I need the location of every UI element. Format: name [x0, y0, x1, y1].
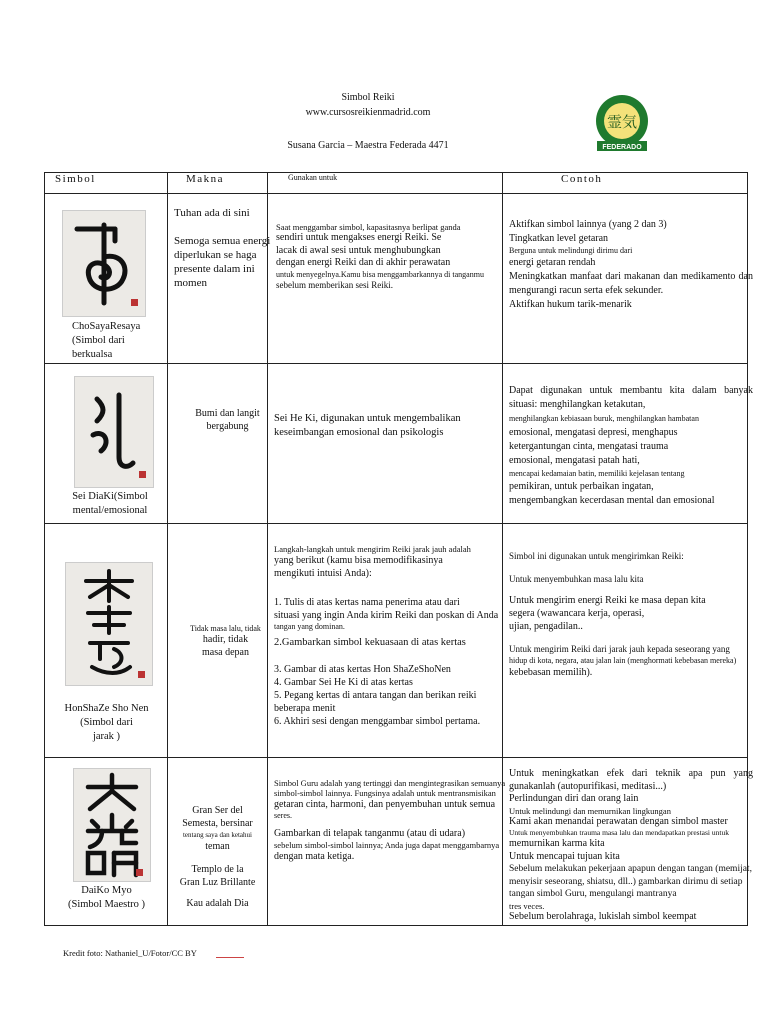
table-header-row [45, 173, 748, 194]
makna-text: masa depan [202, 646, 249, 658]
contoh-text: Perlindungan diri dan orang lain [509, 793, 639, 804]
table-row [45, 364, 748, 524]
contoh-text: Simbol ini digunakan untuk mengirimkan Reiki: [509, 551, 684, 561]
makna-text: Gran Ser del [192, 805, 243, 816]
gunakan-text: getaran cinta, harmoni, dan penyembuhan untuk semua [274, 799, 496, 810]
header-makna: Makna [168, 173, 268, 194]
contoh-text: menghilangkan kebiasaan buruk, menghilangkan hambatan [509, 414, 699, 423]
contoh-text: energi getaran rendah [509, 257, 596, 268]
gunakan-text: Langkah-langkah untuk mengirim Reiki jarak jauh adalah [274, 544, 471, 554]
makna-text: Bumi dan langit [195, 408, 260, 419]
reiki-symbols-table [44, 172, 753, 926]
gunakan-text: tangan yang dominan. [274, 622, 345, 631]
contoh-text: mencapai kedamaian batin, memiliki kejelasan tentang [509, 469, 685, 478]
contoh-text: mengembangkan kecerdasan mental dan emosional [509, 495, 715, 506]
gunakan-text: lacak di awal sesi untuk menghubungkan [276, 244, 441, 256]
gunakan-text: untuk menyegelnya.Kamu bisa menggambarkannya di tanganmu [276, 269, 484, 279]
contoh-text: Untuk meningkatkan efek dari teknik apa pun yang gunakanlah (autopurifikasi, meditasi...) [509, 768, 753, 792]
contoh-text: ujian, pengadilan.. [509, 621, 583, 632]
symbol-caption-line: (Simbol dari [80, 717, 133, 728]
contoh-text: Sebelum berolahraga, lukislah simbol keempat [509, 910, 697, 922]
symbol-caption-line: DaiKo Myo [81, 885, 132, 896]
gunakan-text: Sei He Ki, digunakan untuk mengembalikan keseimbangan emosional dan psikologis [274, 413, 461, 438]
symbol-caption-line: (Simbol Maestro ) [68, 899, 145, 910]
makna-text: teman [205, 841, 230, 852]
table-row [45, 194, 748, 364]
gunakan-text: Saat menggambar simbol, kapasitasnya berlipat ganda [276, 222, 461, 232]
gunakan-text: Gambarkan di telapak tanganmu (atau di udara) [274, 828, 466, 839]
contoh-text: emosional, mengatasi depresi, menghapus [509, 427, 678, 438]
gunakan-text: 3. Gambar di atas kertas Hon ShaZeShoNen [274, 664, 451, 675]
contoh-text: Dapat digunakan untuk membantu kita dalam banyak situasi: menghilangkan ketakutan, [509, 385, 753, 410]
contoh-text: Meningkatkan manfaat dari makanan dan medikamento dan mengurangi racun serta efek sekunder. [509, 271, 753, 296]
photo-credit: Kredit foto: Nathaniel_U/Fotor/CC BY [63, 948, 197, 958]
cho-ku-rei-symbol-image [62, 210, 146, 317]
makna-text: Tuhan ada di sini [174, 207, 250, 219]
contoh-text: Untuk mengirim energi Reiki ke masa depan kita [509, 595, 706, 606]
gunakan-text: situasi yang ingin Anda kirim Reiki dan poskan di Anda [274, 610, 499, 621]
makna-text: Semoga semua energi diperlukan se haga presente dalam ini momen [174, 235, 271, 289]
contoh-text: Untuk mencapai tujuan kita [509, 850, 620, 862]
contoh-text: Sebelum melakukan pekerjaan apapun dengan tangan (memijat, menyisir seseorang, shiatsu, dll..) gambarkan dirimu di setiap tangan simbol Guru, mengulangi mantranya [509, 864, 752, 899]
contoh-text: Berguna untuk melindungi dirimu dari [509, 246, 633, 255]
contoh-text: Untuk mengirim Reiki dari jarak jauh kepada seseorang yang [509, 644, 730, 654]
gunakan-text: 6. Akhiri sesi dengan menggambar simbol pertama. [274, 716, 481, 727]
gunakan-text: sebelum simbol-simbol lainnya; Anda juga dapat menggambarnya [274, 840, 500, 850]
gunakan-text: yang berikut (kamu bisa memodifikasinya [274, 555, 443, 566]
symbol-caption-line: Sei DiaKi(Simbol [72, 491, 148, 502]
gunakan-text: mengikuti intuisi Anda): [274, 568, 372, 579]
contoh-text: kebebasan memilih). [509, 667, 593, 678]
symbol-caption-line: (Simbol dari [72, 335, 125, 346]
gunakan-text: 4. Gambar Sei He Ki di atas kertas [274, 677, 413, 688]
makna-text: hadir, tidak [202, 634, 249, 645]
contoh-text: Kami akan menandai perawatan dengan simbol master [509, 815, 728, 827]
document-title: Simbol Reiki [341, 92, 395, 103]
makna-text: Kau adalah Dia [186, 898, 249, 909]
makna-text: Templo de la [191, 864, 244, 875]
contoh-text: pemikiran, untuk perbaikan ingatan, [509, 481, 654, 492]
contoh-text: hidup di kota, negara, atau jalan lain (menghormati kebebasan mereka) [509, 656, 737, 665]
makna-text: bergabung [206, 420, 249, 432]
gunakan-text: Simbol Guru adalah yang tertinggi dan mengintegrasikan semuanya [274, 778, 506, 788]
gunakan-text: seres. [274, 811, 292, 820]
symbol-caption-line: HonShaZe Sho Nen [64, 703, 149, 714]
logo-kanji: 霊気 [606, 113, 638, 131]
website-url[interactable]: www.cursosreikienmadrid.com [305, 107, 431, 118]
symbol-caption-line: berkualsa [72, 349, 113, 360]
contoh-text: ketergantungan cinta, mengatasi trauma [509, 441, 669, 452]
author-line: Susana Garcia – Maestra Federada 4471 [287, 140, 449, 151]
federation-logo [587, 93, 657, 155]
header-simbol: Simbol [45, 173, 168, 194]
gunakan-text: 2.Gambarkan simbol kekuasaan di atas kertas [274, 637, 466, 648]
gunakan-text: beberapa menit [274, 703, 336, 714]
dai-ko-myo-symbol-image [73, 768, 151, 882]
logo-label: FEDERADO [602, 144, 642, 151]
contoh-text: Aktifkan simbol lainnya (yang 2 dan 3) [509, 219, 667, 230]
symbol-caption-line: jarak ) [92, 731, 121, 742]
header-contoh: Contoh [503, 173, 748, 194]
table-row [45, 758, 748, 926]
makna-text: Gran Luz Brillante [179, 877, 256, 888]
contoh-text: tres veces. [509, 900, 545, 911]
gunakan-text: dengan energi Reiki dan di akhir perawatan [276, 257, 451, 268]
credit-underline [216, 957, 244, 958]
gunakan-text: sebelum memberikan sesi Reiki. [276, 279, 393, 290]
header-gunakan: Gunakan untuk [268, 173, 503, 194]
gunakan-text: 5. Pegang kertas di antara tangan dan berikan reiki [274, 690, 477, 701]
symbol-caption-line: mental/emosional [72, 505, 148, 516]
makna-text: Tidak masa lalu, tidak [190, 624, 261, 633]
makna-text: Semesta, bersinar [182, 818, 253, 829]
contoh-text: segera (wawancara kerja, operasi, [509, 608, 645, 619]
table-row [45, 524, 748, 758]
contoh-text: Aktifkan hukum tarik-menarik [509, 299, 632, 310]
contoh-text: Tingkatkan level getaran [509, 233, 609, 244]
contoh-text: memurnikan karma kita [509, 838, 605, 849]
gunakan-text: 1. Tulis di atas kertas nama penerima atau dari [274, 597, 460, 608]
gunakan-text: simbol-simbol lainnya. Fungsinya adalah untuk mentransmisikan [274, 788, 496, 798]
contoh-text: Untuk melindungi dan memurnikan lingkungan [509, 805, 671, 816]
makna-text: tentang saya dan ketahui [182, 831, 252, 839]
gunakan-text: dengan mata ketiga. [274, 851, 355, 862]
gunakan-text: sendiri untuk mengakses energi Reiki. Se [276, 232, 442, 243]
sei-he-ki-symbol-image [74, 376, 154, 488]
contoh-text: Untuk menyembuhkan masa lalu kita [509, 574, 644, 584]
hon-sha-ze-sho-nen-symbol-image [65, 562, 153, 686]
symbol-caption-line: ChoSayaResaya [72, 321, 141, 332]
contoh-text: Untuk menyembuhkan trauma masa lalu dan mendapatkan prestasi untuk [509, 828, 729, 837]
contoh-text: emosional, mengatasi patah hati, [509, 455, 640, 466]
